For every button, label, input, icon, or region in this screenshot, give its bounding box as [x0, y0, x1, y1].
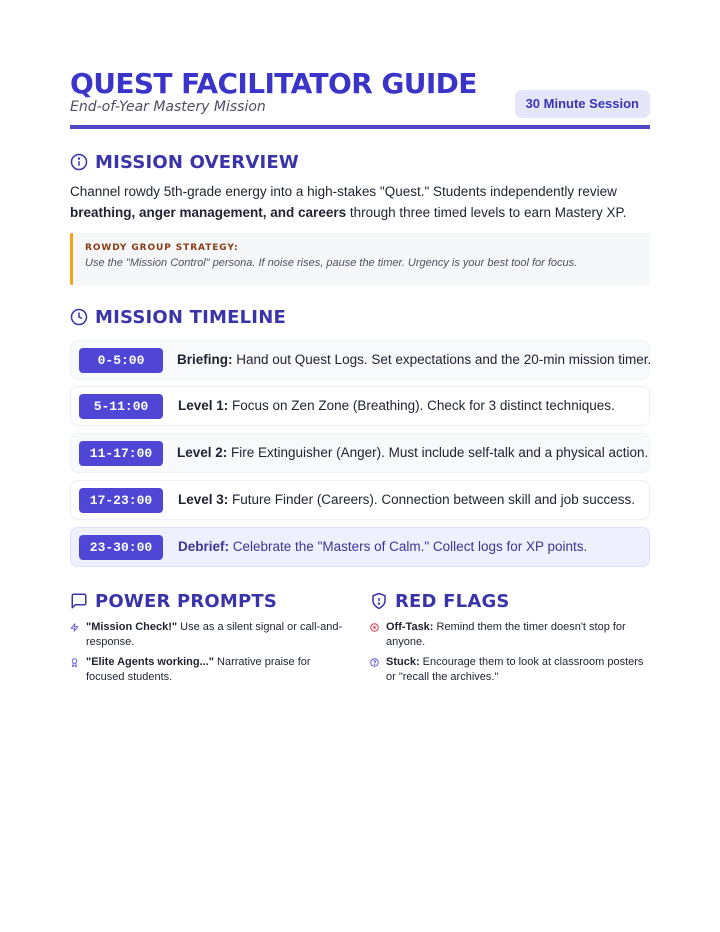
- page-subtitle: End-of-Year Mastery Mission: [70, 99, 266, 115]
- red-flag-text: Encourage them to look at classroom posters or "recall the archives.": [386, 656, 644, 683]
- power-prompt-label: "Mission Check!": [86, 621, 178, 633]
- award-icon: [70, 658, 79, 667]
- timeline-row-text: [178, 387, 615, 425]
- strategy-callout: [70, 233, 650, 285]
- overview-text-bold: breathing, anger management, and careers: [70, 205, 347, 220]
- time-badge: 17-23:00: [79, 488, 163, 513]
- timeline-row: [70, 386, 650, 426]
- red-flag-label: Off-Task:: [386, 621, 434, 633]
- time-badge: 0-5:00: [79, 348, 163, 373]
- timeline-row-label: Briefing:: [177, 352, 233, 367]
- timeline-row-label: Level 2:: [177, 445, 228, 460]
- timeline-row-label: Debrief:: [178, 539, 230, 554]
- overview-heading: [70, 150, 299, 174]
- time-badge: 11-17:00: [79, 441, 163, 466]
- timeline-row-text: [177, 341, 651, 379]
- red-flag-text: Remind them the timer doesn't stop for anyone.: [386, 621, 626, 648]
- timeline-row-desc: Future Finder (Careers). Connection between skill and job success.: [228, 492, 635, 507]
- chat-bubble-icon: [70, 592, 88, 610]
- overview-text-part: through three timed levels to earn Mastery XP.: [346, 205, 627, 220]
- timeline-row-desc: Fire Extinguisher (Anger). Must include self-talk and a physical action.: [227, 445, 649, 460]
- timeline-row: [70, 340, 650, 380]
- lightning-icon: [70, 623, 79, 632]
- timeline-heading-label: MISSION TIMELINE: [95, 306, 286, 328]
- timeline-row-desc: Celebrate the "Masters of Calm." Collect logs for XP points.: [229, 539, 588, 554]
- red-flag-item: [370, 655, 650, 684]
- help-circle-icon: [370, 658, 379, 667]
- overview-heading-label: MISSION OVERVIEW: [95, 151, 299, 173]
- info-icon: [70, 153, 88, 171]
- page-header: [70, 66, 650, 129]
- overview-text-part: Channel rowdy 5th-grade energy into a high-stakes "Quest." Students independently review: [70, 184, 617, 199]
- shield-alert-icon: [370, 592, 388, 610]
- x-circle-icon: [370, 623, 379, 632]
- overview-text: [70, 181, 650, 223]
- red-flag-item: [370, 620, 650, 649]
- power-prompt-text: Use as a silent signal or call-and-response.: [86, 621, 343, 648]
- red-flags-heading-label: RED FLAGS: [395, 590, 510, 612]
- session-badge: 30 Minute Session: [515, 90, 650, 118]
- timeline-row-desc: Hand out Quest Logs. Set expectations and the 20-min mission timer.: [232, 352, 652, 367]
- timeline-row-text: [178, 481, 635, 519]
- power-prompts-heading: [70, 589, 277, 613]
- timeline-heading: [70, 305, 286, 329]
- timeline-row-label: Level 1:: [178, 398, 229, 413]
- time-badge: 23-30:00: [79, 535, 163, 560]
- time-badge: 5-11:00: [79, 394, 163, 419]
- power-prompt-item: [70, 655, 350, 684]
- timeline-row-label: Level 3:: [178, 492, 229, 507]
- clock-icon: [70, 308, 88, 326]
- power-prompt-label: "Elite Agents working...": [86, 656, 214, 668]
- timeline-row: [70, 433, 650, 473]
- red-flag-label: Stuck:: [386, 656, 420, 668]
- timeline-row-text: [177, 434, 648, 472]
- power-prompt-text: Narrative praise for focused students.: [86, 656, 311, 683]
- timeline-row-debrief: [70, 527, 650, 567]
- timeline-row: [70, 480, 650, 520]
- page-title: QUEST FACILITATOR GUIDE: [70, 67, 477, 100]
- strategy-title: ROWDY GROUP STRATEGY:: [85, 243, 239, 253]
- power-prompts-heading-label: POWER PROMPTS: [95, 590, 278, 612]
- power-prompt-item: [70, 620, 350, 649]
- strategy-text: Use the "Mission Control" persona. If noise rises, pause the timer. Urgency is your best tool for focus.: [85, 257, 578, 269]
- timeline-row-text: [178, 528, 587, 566]
- red-flags-heading: [370, 589, 510, 613]
- timeline-row-desc: Focus on Zen Zone (Breathing). Check for 3 distinct techniques.: [228, 398, 615, 413]
